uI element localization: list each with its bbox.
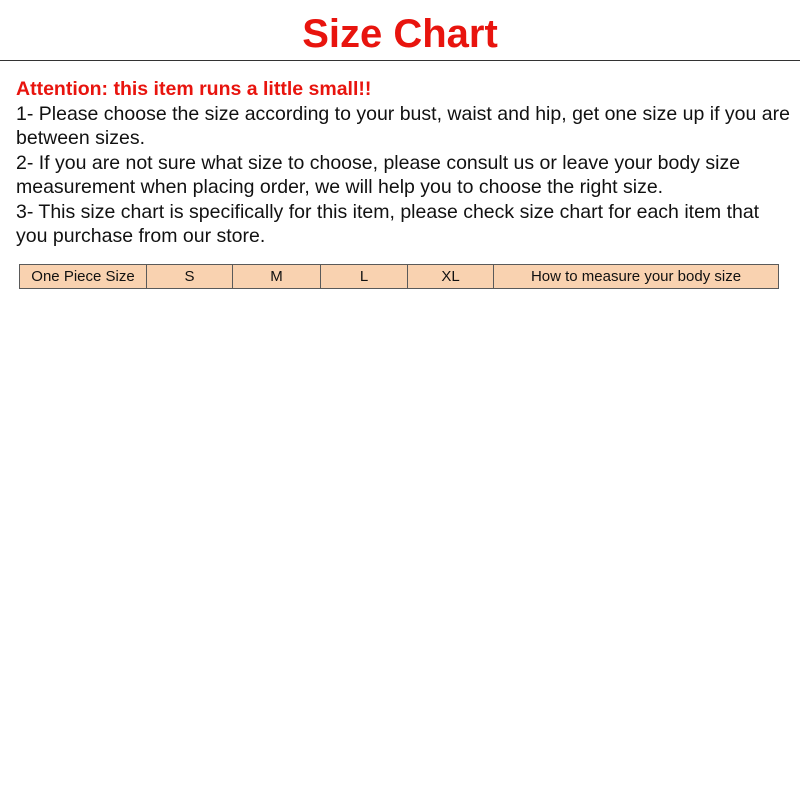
title-divider bbox=[0, 60, 800, 61]
header-cell: M bbox=[233, 265, 321, 289]
header-cell: One Piece Size bbox=[20, 265, 147, 289]
size-table bbox=[19, 264, 779, 289]
note-1: 1- Please choose the size according to your bust, waist and hip, get one size up if you are between sizes. bbox=[16, 102, 790, 149]
attention-note: Attention: this item runs a little small!! bbox=[16, 78, 372, 100]
note-3: 3- This size chart is specifically for this item, please check size chart for each item that you purchase from our store. bbox=[16, 200, 760, 247]
header-cell: S bbox=[147, 265, 233, 289]
table-header-row bbox=[20, 265, 779, 289]
photo-header: How to measure your body size bbox=[494, 265, 779, 289]
instructions bbox=[16, 77, 794, 249]
header-cell: L bbox=[321, 265, 408, 289]
page-title: Size Chart bbox=[302, 12, 498, 56]
header-cell: XL bbox=[408, 265, 494, 289]
note-2: 2- If you are not sure what size to choose, please consult us or leave your body size measurement when placing order, we will help you to choose the right size. bbox=[16, 151, 741, 198]
